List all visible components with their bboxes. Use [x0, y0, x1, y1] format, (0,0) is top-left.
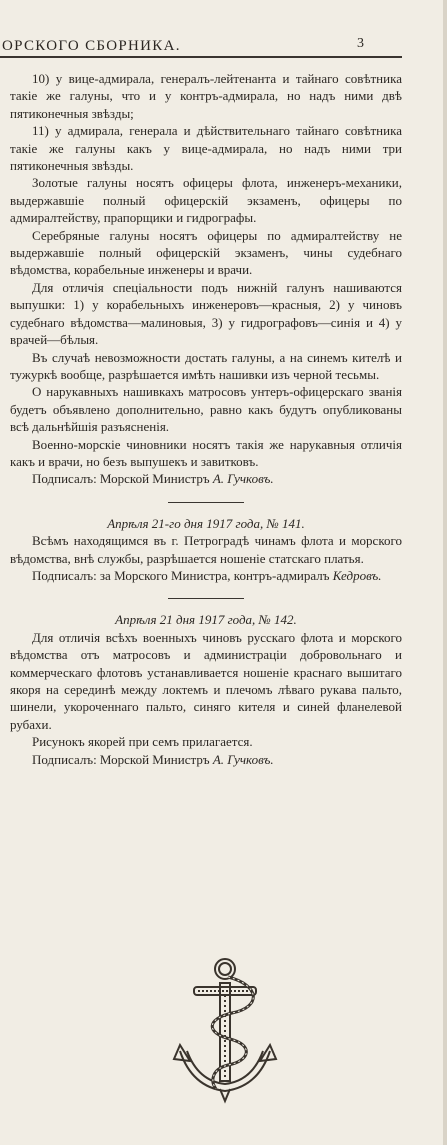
page-number: 3 [357, 36, 364, 51]
order-142-text: Для отличія всѣхъ военныхъ чиновъ русскаго флота и морского вѣдомства отъ матросовъ и администраціи добровольнаго и коммерческаго флотовъ устанавливается ношеніе краснаго вышитаго якоря на серединѣ между локтемъ и плечомъ лѣваго рукава пальто, шинели, укороченнаго пальто, синяго кителя и синей фланелевой рубахи. [10, 629, 402, 732]
paragraph-item-10: 10) у вице-адмирала, генералъ-лейтенанта и тайнаго совѣтника такіе же галуны, что и у контръ-адмирала, но надъ ними двѣ пятиконечныя звѣзды; [10, 71, 402, 121]
anchor-icon [170, 955, 280, 1105]
signature-name: Кедровъ. [332, 567, 382, 583]
paragraph-gold-braid: Золотые галуны носятъ офицеры флота, инженеръ-механики, выдержавшіе полный офицерскій экзаменъ, офицеры по адмиралтейству, прапорщики и гидрографы. [10, 175, 402, 226]
paragraph-piping: Для отличія спеціальности подъ нижній галунъ нашиваются выпушки: 1) у корабельныхъ инженеровъ—красныя, 2) у чиновъ судебнаго вѣдомства—малиновыя, 3) у гидрографовъ—синія и 4) у врачей—бѣлыя. [10, 279, 402, 348]
signature-prefix: Подписалъ: за Морского Министра, контръ-адмиралъ [32, 567, 333, 583]
signature-name: А. Гучковъ. [212, 751, 274, 767]
paragraph-black-tape: Въ случаѣ невозможности достать галуны, а на синемъ кителѣ и тужуркѣ вообще, разрѣшается имѣть нашивки изъ черной тесьмы. [10, 349, 402, 382]
section-divider [168, 502, 244, 503]
running-title: ОРСКОГО СБОРНИКА. [2, 38, 181, 54]
paragraph-officials: Военно-морскіе чиновники носятъ такія же нарукавныя отличія какъ и врачи, но безъ выпушекъ и завитковъ. [10, 436, 402, 469]
running-head [0, 30, 447, 52]
signature-name: А. Гучковъ. [212, 471, 274, 487]
order-heading-141: Апрѣля 21-го дня 1917 года, № 141. [107, 515, 305, 531]
order-heading-142: Апрѣля 21 дня 1917 года, № 142. [115, 612, 297, 628]
signature-prefix: Подписалъ: Морской Министръ [32, 471, 213, 487]
order-141-text: Всѣмъ находящимся въ г. Петроградѣ чинамъ флота и морского вѣдомства, внѣ службы, разрѣшается ношеніе статскаго платья. [10, 533, 402, 566]
header-rule [0, 56, 402, 58]
page-body [10, 70, 402, 768]
signature-line [10, 470, 402, 487]
signature-line [10, 751, 402, 768]
paragraph-sailors: О нарукавныхъ нашивкахъ матросовъ унтеръ-офицерскаго званія будетъ объявлено дополнительно, равно какъ будутъ опубликованы всѣ дальнѣйшія разъясненія. [10, 384, 402, 435]
paragraph-item-11: 11) у адмирала, генерала и дѣйствительнаго тайнаго совѣтника такіе же галуны какъ у вице-адмирала, но надъ ними три пятиконечныя звѣзды. [10, 123, 402, 174]
signature-prefix: Подписалъ: Морской Министръ [32, 751, 213, 767]
order-142-note: Рисунокъ якорей при семъ прилагается. [32, 734, 253, 750]
paragraph-silver-braid: Серебряные галуны носятъ офицеры по адмиралтейству не выдержавшіе полный офицерскій экзаменъ, чины судебнаго вѣдомства, корабельные инженеры и врачи. [10, 227, 402, 278]
page-edge [443, 0, 447, 1145]
signature-line [10, 567, 402, 584]
section-divider [168, 598, 244, 599]
